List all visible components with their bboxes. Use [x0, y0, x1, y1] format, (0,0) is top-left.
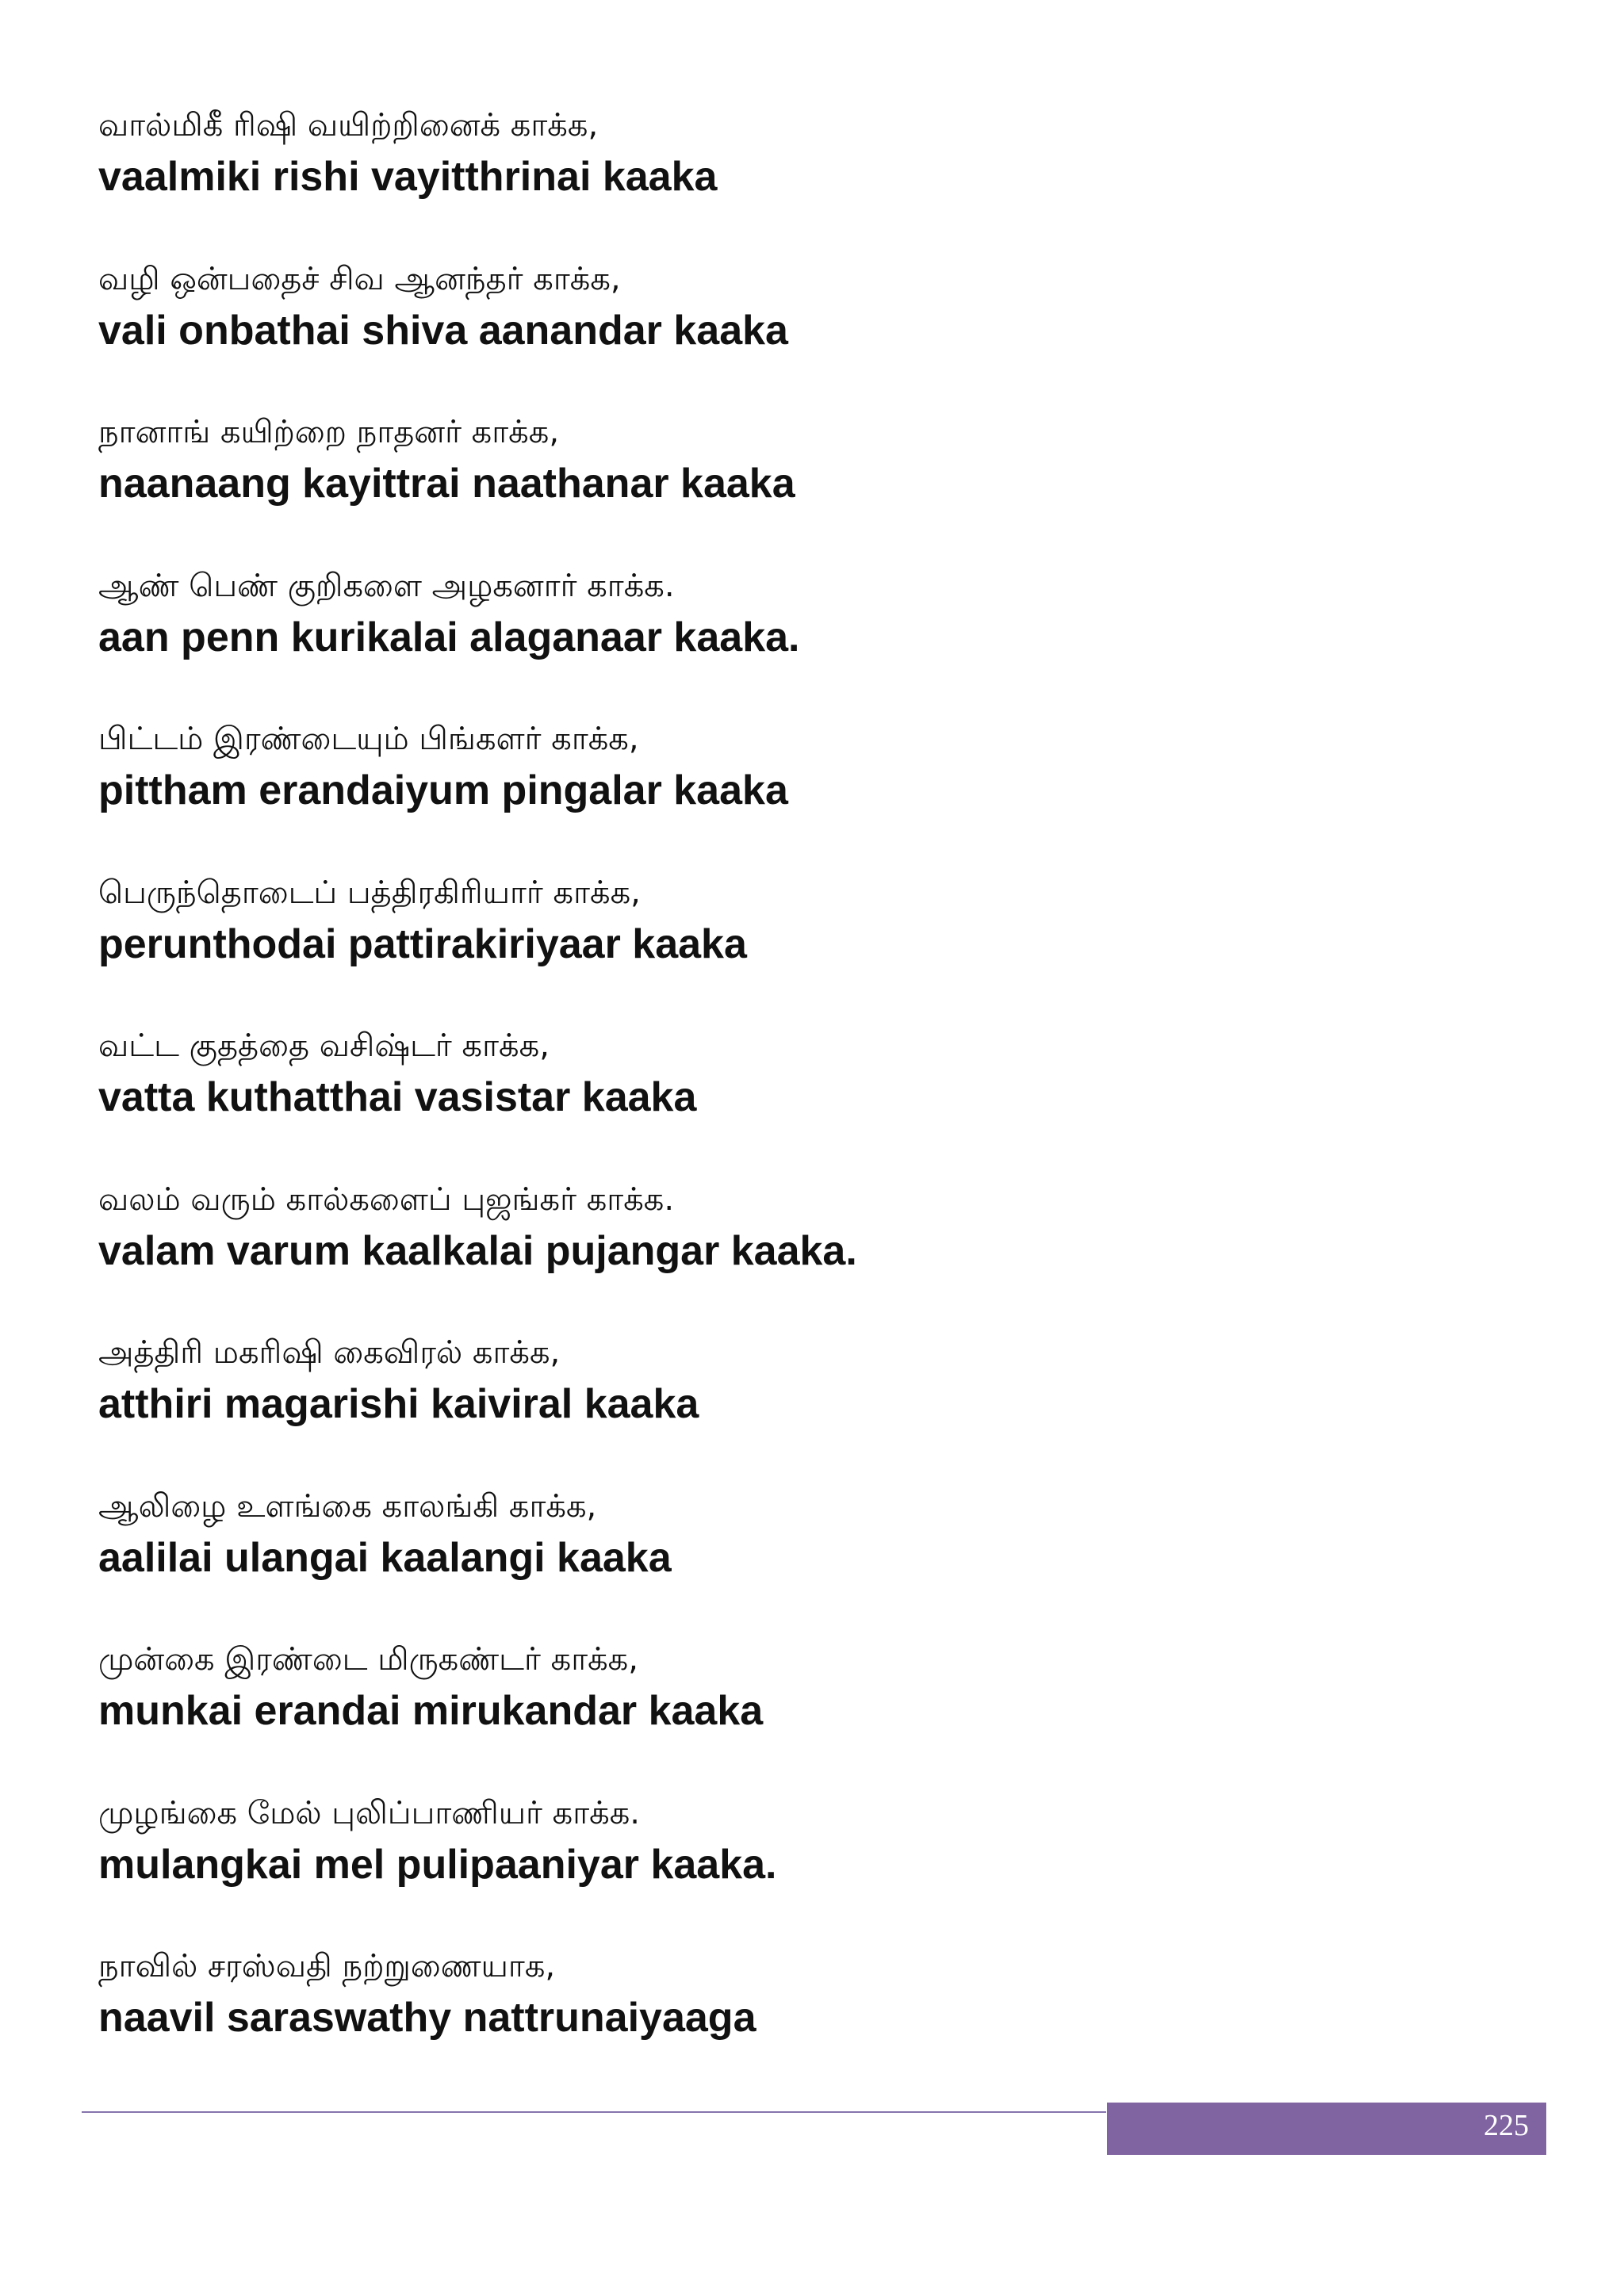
transliteration-line: vaalmiki rishi vayitthrinai kaaka [98, 154, 718, 200]
transliteration-line: munkai erandai mirukandar kaaka [98, 1688, 764, 1734]
transliteration-line: perunthodai pattirakiriyaar kaaka [98, 920, 747, 967]
tamil-line: பெருந்தொடைப் பத்திரகிரியார் காக்க, [98, 874, 641, 911]
verse-10 [98, 1483, 1526, 1636]
page-number-tab [1107, 2103, 1546, 2155]
transliteration-line: naavil saraswathy nattrunaiyaaga [98, 1995, 756, 2041]
tamil-line: வால்மிகீ ரிஷி வயிற்றினைக் காக்க, [98, 107, 599, 144]
verse-12 [98, 1789, 1526, 1943]
transliteration-line: pittham erandaiyum pingalar kaaka [98, 767, 788, 813]
tamil-line: வட்ட குதத்தை வசிஷ்டர் காக்க, [98, 1027, 550, 1064]
verse-11 [98, 1636, 1526, 1789]
transliteration-line: valam varum kaalkalai pujangar kaaka. [98, 1227, 857, 1274]
transliteration-line: mulangkai mel pulipaaniyar kaaka. [98, 1841, 777, 1888]
transliteration-line: atthiri magarishi kaiviral kaaka [98, 1381, 699, 1427]
tamil-line: பிட்டம் இரண்டையும் பிங்களர் காக்க, [98, 721, 639, 757]
tamil-line: நாவில் சரஸ்வதி நற்றுணையாக, [98, 1948, 556, 1984]
transliteration-line: aalilai ulangai kaalangi kaaka [98, 1534, 672, 1581]
page-number: 225 [1484, 2109, 1529, 2142]
verse-8 [98, 1176, 1526, 1330]
verse-6 [98, 869, 1526, 1023]
tamil-line: நானாங் கயிற்றை நாதனர் காக்க, [98, 414, 560, 450]
verse-1 [98, 101, 1526, 255]
verse-4 [98, 562, 1526, 716]
transliteration-line: vatta kuthatthai vasistar kaaka [98, 1074, 697, 1120]
tamil-line: முன்கை இரண்டை மிருகண்டர் காக்க, [98, 1641, 638, 1678]
verse-2 [98, 255, 1526, 409]
tamil-line: வலம் வரும் கால்களைப் புஜங்கர் காக்க. [98, 1181, 675, 1218]
verse-13 [98, 1942, 1526, 2096]
verse-7 [98, 1022, 1526, 1176]
transliteration-line: vali onbathai shiva aanandar kaaka [98, 307, 788, 354]
transliteration-line: aan penn kurikalai alaganaar kaaka. [98, 614, 800, 660]
tamil-line: ஆண் பெண் குறிகளை அழகனார் காக்க. [98, 567, 675, 604]
footer-divider [82, 2111, 1106, 2113]
tamil-line: அத்திரி மகரிஷி கைவிரல் காக்க, [98, 1334, 561, 1371]
verse-9 [98, 1329, 1526, 1483]
tamil-line: முழங்கை மேல் புலிப்பாணியர் காக்க. [98, 1794, 641, 1831]
tamil-line: ஆலிழை உளங்கை காலங்கி காக்க, [98, 1487, 597, 1525]
verse-3 [98, 408, 1526, 562]
tamil-line: வழி ஒன்பதைச் சிவ ஆனந்தர் காக்க, [98, 260, 621, 297]
verse-list [98, 101, 1526, 2096]
transliteration-line: naanaang kayittrai naathanar kaaka [98, 461, 795, 507]
verse-5 [98, 715, 1526, 869]
